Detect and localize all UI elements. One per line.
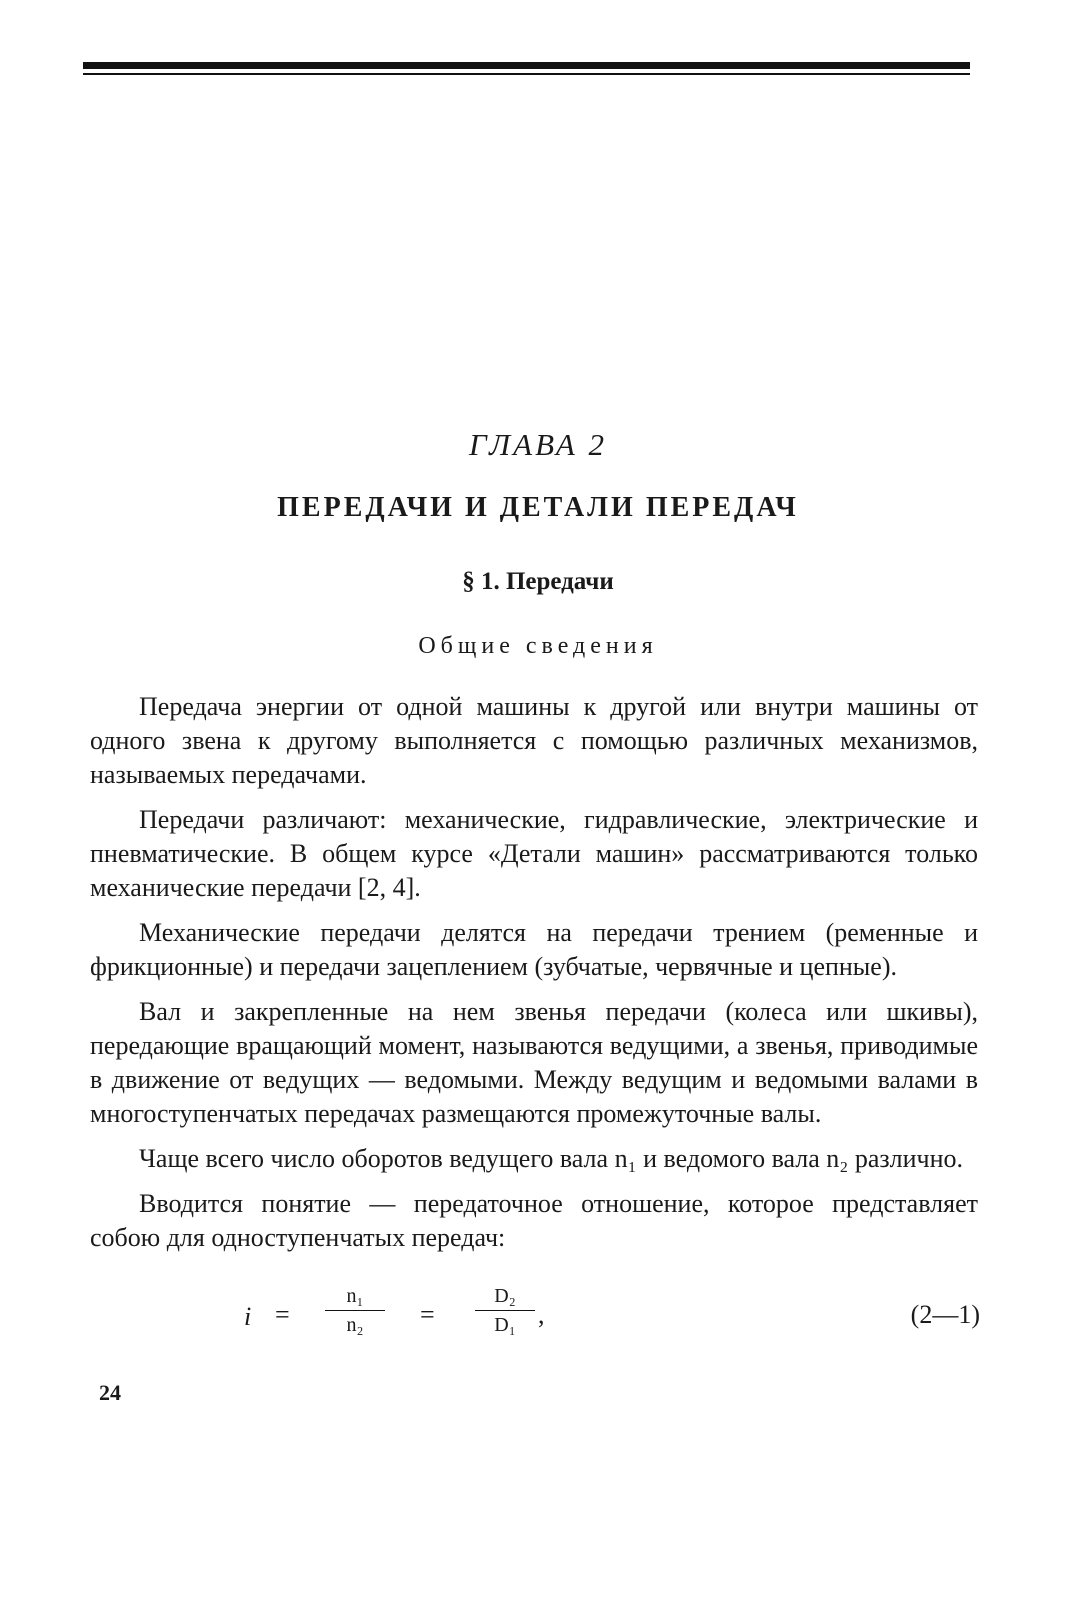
body-text (90, 690, 978, 1266)
section-heading: § 1. Передачи (462, 568, 614, 595)
formula-number: (2—1) (910, 1300, 980, 1329)
fraction-denominator: D₁ (494, 1314, 516, 1336)
formula-2-1 (240, 1280, 980, 1350)
paragraph: Вводится понятие — передаточное отношение, которое представляет собою для одноступенчатых передач: (90, 1189, 978, 1252)
formula-comma: , (538, 1300, 545, 1329)
subheading: Общие сведения (418, 633, 658, 659)
paragraph: Механические передачи делятся на передачи трением (ременные и фрикционные) и передачи зацеплением (зубчатые, червячные и цепные). (90, 918, 978, 981)
page-number: 24 (99, 1380, 121, 1405)
paragraph: Вал и закрепленные на нем звенья передачи (колеса или шкивы), передающие вращающий момент, называются ведущими, а звенья, приводимые в движение от ведущих — ведомыми. Между ведущим и ведомыми валами в многоступенчатых передачах размещаются промежуточные валы. (90, 997, 978, 1128)
fraction-bar (475, 1310, 535, 1311)
chapter-title: ПЕРЕДАЧИ И ДЕТАЛИ ПЕРЕДАЧ (277, 492, 799, 523)
chapter-heading: ГЛАВА 2 (468, 427, 608, 462)
fraction-numerator: n₁ (346, 1285, 364, 1307)
formula-equals: = (275, 1300, 290, 1329)
formula-equals: = (420, 1300, 435, 1329)
paragraph: Передачи различают: механические, гидравлические, электрические и пневматические. В общем курсе «Детали машин» рассматриваются только механические передачи [2, 4]. (90, 805, 978, 902)
formula-lhs: i (244, 1302, 252, 1331)
fraction-diameter-ratio (475, 1284, 535, 1337)
fraction-speed-ratio (325, 1284, 385, 1337)
fraction-bar (325, 1310, 385, 1311)
fraction-numerator: D₂ (494, 1285, 516, 1307)
fraction-denominator: n₂ (346, 1314, 364, 1336)
paragraph: Передача энергии от одной машины к другой или внутри машины от одного звена к другому выполняется с помощью различных механизмов, называемых передачами. (90, 692, 978, 789)
paragraph: Чаще всего число оборотов ведущего вала n₁ и ведомого вала n₂ различно. (139, 1144, 964, 1173)
header-rule-thin (83, 73, 970, 75)
header-rule-thick (83, 62, 970, 69)
